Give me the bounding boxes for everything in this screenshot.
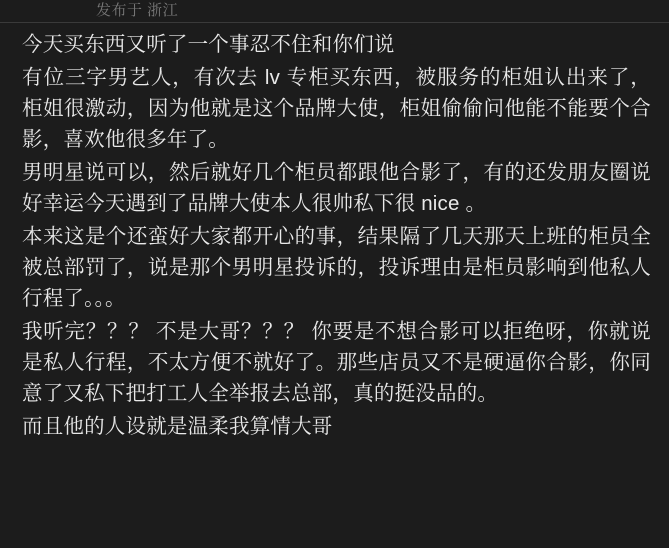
post-header xyxy=(0,0,669,22)
post-paragraph: 男明星说可以，然后就好几个柜员都跟他合影了，有的还发朋友圈说好幸运今天遇到了品牌大使本人很帅私下很 nice 。 xyxy=(22,161,651,215)
post-location-meta: 发布于 浙江 xyxy=(96,2,179,19)
post-paragraph: 我听完？？？ 不是大哥？？？ 你要是不想合影可以拒绝呀，你就说是私人行程，不太方便不就好了。那些店员又不是硬逼你合影，你同意了又私下把打工人全举报去总部，真的挺没品的。 xyxy=(22,320,651,405)
post-body xyxy=(0,29,669,438)
post-paragraph: 今天买东西又听了一个事忍不住和你们说 xyxy=(22,33,395,56)
post-paragraph-clipped: 而且他的人设就是温柔我算情大哥 xyxy=(22,415,333,438)
header-divider xyxy=(0,22,669,23)
post-paragraph: 有位三字男艺人，有次去 lv 专柜买东西，被服务的柜姐认出来了， 柜姐很激动，因为他就是这个品牌大使，柜姐偷偷问他能不能要个合影，喜欢他很多年了。 xyxy=(22,66,657,151)
post-paragraph: 本来这是个还蛮好大家都开心的事，结果隔了几天那天上班的柜员全被总部罚了，说是那个男明星投诉的，投诉理由是柜员影响到他私人行程了。。。 xyxy=(22,225,651,310)
